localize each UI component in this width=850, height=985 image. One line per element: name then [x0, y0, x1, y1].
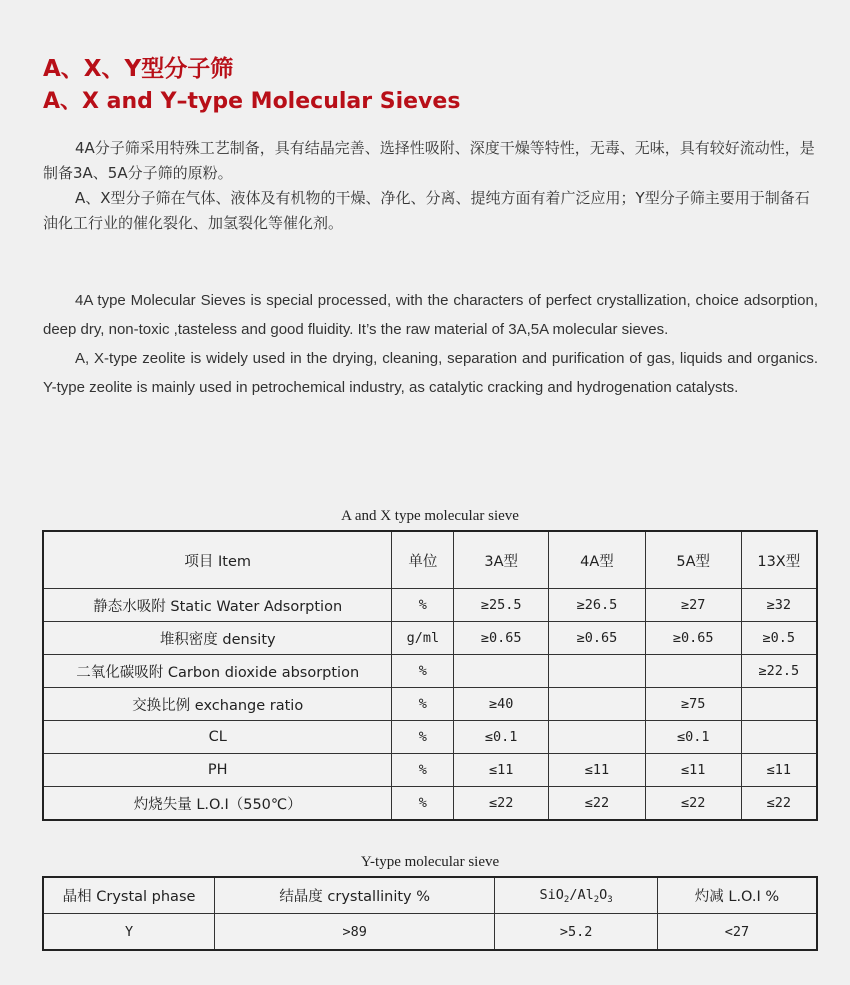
table-header-row — [43, 877, 817, 914]
cell-13x: ≥22.5 — [741, 655, 817, 688]
intro-paragraph-cn-2: A、X型分子筛在气体、液体及有机物的干燥、净化、分离、提纯方面有着广泛应用；Y型分子筛主要用于制备石油化工行业的催化裂化、加氢裂化等催化剂。 — [43, 189, 810, 232]
cell-4a — [549, 688, 646, 721]
table-y-caption: Y-type molecular sieve — [360, 854, 500, 870]
table-row — [43, 914, 817, 951]
header-5a: 5A型 — [645, 531, 741, 589]
table-row — [43, 622, 817, 655]
cell-3a: ≥25.5 — [454, 589, 549, 622]
table-row — [43, 754, 817, 787]
ax-spec-table — [42, 530, 818, 821]
header-13x: 13X型 — [741, 531, 817, 589]
cell-4a: ≥26.5 — [549, 589, 646, 622]
y-spec-table — [42, 876, 818, 951]
cell-5a: ≤22 — [645, 787, 741, 821]
cell-4a — [549, 655, 646, 688]
cell-4a: ≤11 — [549, 754, 646, 787]
cell-3a — [454, 655, 549, 688]
row-unit: % — [392, 655, 454, 688]
cell-loi: <27 — [657, 914, 817, 951]
cell-13x: ≥32 — [741, 589, 817, 622]
header-unit: 单位 — [392, 531, 454, 589]
header-crystallinity: 结晶度 crystallinity % — [215, 877, 495, 914]
row-label: CL — [43, 721, 392, 754]
row-label: 堆积密度 density — [43, 622, 392, 655]
cell-3a: ≥0.65 — [454, 622, 549, 655]
row-label: 二氧化碳吸附 Carbon dioxide absorption — [43, 655, 392, 688]
table-row — [43, 721, 817, 754]
header-loi: 灼减 L.O.I % — [657, 877, 817, 914]
page-title-en: A、X and Y–type Molecular Sieves — [43, 89, 461, 114]
ratio-sub-3: 3 — [607, 894, 613, 905]
row-label: 灼烧失量 L.O.I（550℃） — [43, 787, 392, 821]
table-row — [43, 688, 817, 721]
intro-paragraph-cn-1: 4A分子筛采用特殊工艺制备，具有结晶完善、选择性吸附、深度干燥等特性，无毒、无味，具有较好流动性，是制备3A、5A分子筛的原粉。 — [43, 139, 815, 182]
table-ax-caption: A and X type molecular sieve — [341, 508, 519, 524]
row-unit: g/ml — [392, 622, 454, 655]
cell-5a: ≥27 — [645, 589, 741, 622]
cell-3a: ≤22 — [454, 787, 549, 821]
header-3a: 3A型 — [454, 531, 549, 589]
cell-13x — [741, 721, 817, 754]
cell-4a — [549, 721, 646, 754]
cell-4a: ≤22 — [549, 787, 646, 821]
row-unit: % — [392, 688, 454, 721]
header-item: 项目 Item — [43, 531, 392, 589]
cell-ratio: >5.2 — [495, 914, 658, 951]
cell-13x: ≤22 — [741, 787, 817, 821]
table-row — [43, 787, 817, 821]
ratio-sub-2: 2 — [563, 894, 570, 905]
cell-13x — [741, 688, 817, 721]
table-header-row — [43, 531, 817, 589]
row-unit: % — [392, 787, 454, 821]
intro-paragraph-en-1: 4A type Molecular Sieves is special processed, with the characters of perfect crystallization, choice adsorption, deep dry, non-toxic ,tasteless and good fluidity. It’s the raw material of 3A,5A molecular sieves. — [43, 292, 818, 338]
table-row — [43, 655, 817, 688]
cell-3a: ≥40 — [454, 688, 549, 721]
cell-3a: ≤0.1 — [454, 721, 549, 754]
cell-5a: ≤0.1 — [645, 721, 741, 754]
header-4a: 4A型 — [549, 531, 646, 589]
table-row — [43, 589, 817, 622]
cell-13x: ≥0.5 — [741, 622, 817, 655]
row-label: PH — [43, 754, 392, 787]
row-unit: % — [392, 754, 454, 787]
cell-5a: ≥75 — [645, 688, 741, 721]
cell-5a — [645, 655, 741, 688]
row-label: 静态水吸附 Static Water Adsorption — [43, 589, 392, 622]
ratio-al: /Al — [569, 886, 594, 903]
row-label: 交换比例 exchange ratio — [43, 688, 392, 721]
intro-paragraph-en-2: A, X-type zeolite is widely used in the drying, cleaning, separation and purification of gas, liquids and organics. Y-type zeolite is mainly used in petrochemical industry, as catalytic cracking and hydrogenation catalysts. — [43, 350, 818, 396]
cell-crystallinity: >89 — [215, 914, 495, 951]
page-title-cn: A、X、Y型分子筛 — [43, 56, 234, 82]
cell-5a: ≤11 — [645, 754, 741, 787]
header-crystal-phase: 晶相 Crystal phase — [43, 877, 215, 914]
ratio-sio: SiO — [539, 886, 564, 903]
row-unit: % — [392, 589, 454, 622]
ratio-sub-2b: 2 — [593, 894, 600, 905]
row-unit: % — [392, 721, 454, 754]
header-sio2-al2o3 — [495, 877, 658, 914]
cell-13x: ≤11 — [741, 754, 817, 787]
cell-5a: ≥0.65 — [645, 622, 741, 655]
cell-4a: ≥0.65 — [549, 622, 646, 655]
ratio-o: O — [599, 886, 608, 903]
cell-crystal-phase: Y — [43, 914, 215, 951]
cell-3a: ≤11 — [454, 754, 549, 787]
